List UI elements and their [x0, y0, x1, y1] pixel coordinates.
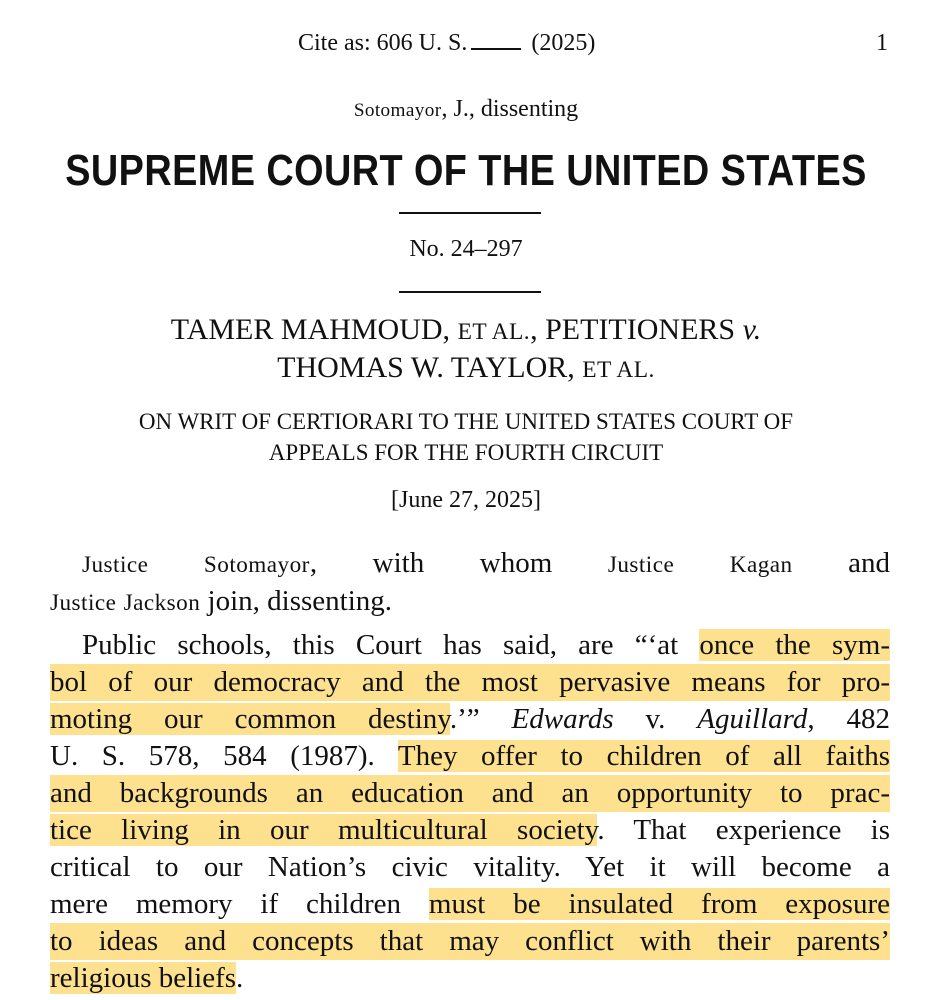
justice-title: Justice — [607, 552, 675, 578]
writ-line-2: APPEALS FOR THE FOURTH CIRCUIT — [268, 440, 664, 465]
highlighted-text: once the sym- — [699, 629, 890, 661]
intro-text: , with whom — [309, 547, 553, 579]
respondent-name: THOMAS W. TAYLOR, — [277, 351, 575, 384]
highlighted-text: tice living in our multicultural society — [50, 814, 598, 846]
intro-line-1 — [50, 545, 890, 584]
justice-title: Justice — [50, 590, 117, 616]
dissent-suffix: , J., dissenting — [441, 96, 579, 122]
petitioner-name: TAMER MAHMOUD, — [170, 313, 451, 346]
body-text: . — [236, 962, 244, 994]
highlighted-text: They offer to children of all faiths — [397, 740, 890, 772]
highlighted-text: must be insulated from exposure — [428, 888, 890, 920]
case-caption-line-1 — [0, 313, 932, 347]
docket-number: No. 24–297 — [409, 236, 523, 262]
case-name-italic: Aguillard — [697, 703, 808, 735]
respondent-etal: ET AL. — [582, 357, 655, 383]
justice-name: Jackson — [123, 590, 201, 616]
justice-name: Kagan — [729, 552, 793, 578]
body-line-4 — [50, 738, 890, 775]
page-number: 1 — [876, 30, 888, 56]
body-line-8 — [50, 886, 890, 923]
cite-page-blank — [471, 30, 521, 50]
writ-line-1: ON WRIT OF CERTIORARI TO THE UNITED STATES COURT OF — [138, 409, 794, 434]
cite-year: (2025) — [531, 30, 596, 56]
body-text: Public schools, this Court has said, are “‘at — [82, 629, 679, 661]
body-line-5-highlighted: and backgrounds an education and an opportunity to prac- — [50, 775, 890, 812]
dissent-justice-name: Sotomayor — [353, 100, 442, 121]
intro-line-2 — [50, 583, 890, 622]
body-line-3 — [50, 701, 890, 738]
citation-header — [298, 30, 595, 57]
body-line-1 — [50, 627, 890, 664]
highlighted-text: religious beliefs — [50, 962, 237, 994]
court-title: SUPREME COURT OF THE UNITED STATES — [65, 146, 867, 195]
body-text: U. S. 578, 584 (1987). — [50, 740, 375, 772]
divider-rule-top — [399, 212, 541, 214]
case-name-italic: Edwards — [511, 703, 614, 735]
body-line-7: critical to our Nation’s civic vitality. Yet it will become a — [50, 851, 890, 883]
petitioner-role: , PETITIONERS — [530, 313, 736, 346]
intro-text: join, dissenting. — [207, 585, 393, 617]
cite-reference: 606 U. S. — [376, 30, 468, 56]
body-line-10 — [50, 960, 890, 997]
versus: v. — [742, 313, 762, 346]
body-text: mere memory if children — [50, 888, 402, 920]
body-text: v. — [645, 703, 666, 735]
body-line-2-highlighted: bol of our democracy and the most pervasive means for pro- — [50, 664, 890, 701]
justice-name: Sotomayor — [203, 552, 310, 578]
decision-date: [June 27, 2025] — [391, 487, 541, 513]
body-text: , 482 — [807, 703, 891, 735]
body-line-9-highlighted: to ideas and concepts that may conflict with their parents’ — [50, 923, 890, 960]
petitioner-etal: ET AL. — [457, 319, 531, 345]
intro-text: and — [848, 547, 891, 579]
body-text: . That experience is — [597, 814, 890, 846]
highlighted-text: moting our common destiny — [50, 703, 450, 735]
justice-title: Justice — [82, 552, 149, 578]
body-line-6 — [50, 812, 890, 849]
case-caption-line-2 — [0, 351, 932, 385]
divider-rule-bottom — [399, 291, 541, 293]
opinion-author-header — [0, 96, 932, 123]
cite-label: Cite as: — [298, 30, 371, 56]
body-text: .’” — [449, 703, 480, 735]
